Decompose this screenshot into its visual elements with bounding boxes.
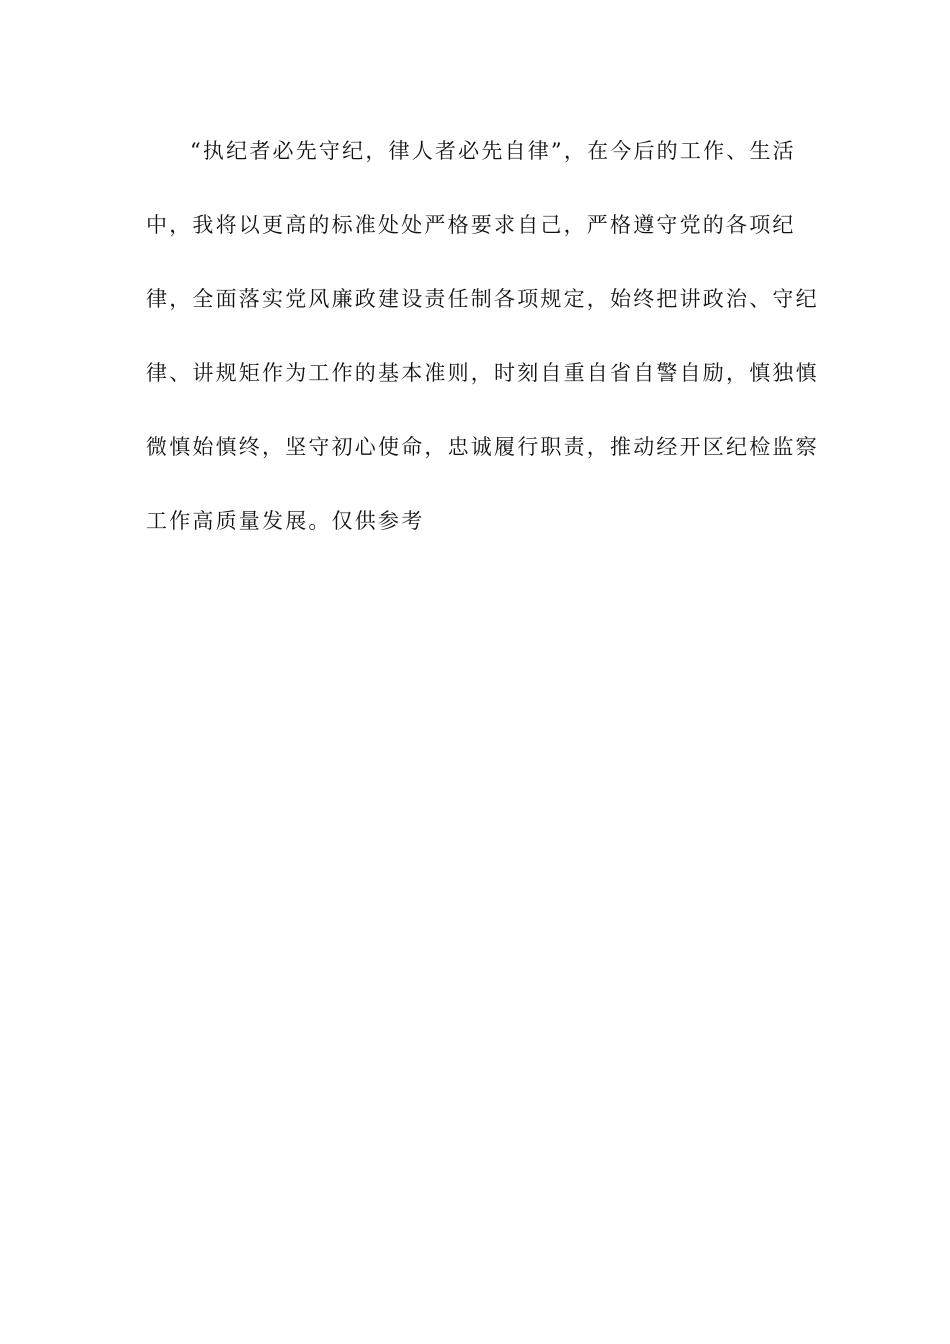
paragraph-line: 微慎始慎终，坚守初心使命，忠诚履行职责，推动经开区纪检监察 <box>146 435 819 459</box>
paragraph-line: 律，全面落实党风廉政建设责任制各项规定，始终把讲政治、守纪 <box>146 287 819 311</box>
body-paragraph <box>146 128 819 572</box>
paragraph-line: 中，我将以更高的标准处处严格要求自己，严格遵守党的各项纪 <box>146 213 796 237</box>
paragraph-line: 律、讲规矩作为工作的基本准则，时刻自重自省自警自励，慎独慎 <box>146 361 819 385</box>
paragraph-line: 工作高质量发展。仅供参考 <box>146 509 425 533</box>
paragraph-line: “执纪者必先守纪，律人者必先自律”，在今后的工作、生活 <box>190 139 796 163</box>
